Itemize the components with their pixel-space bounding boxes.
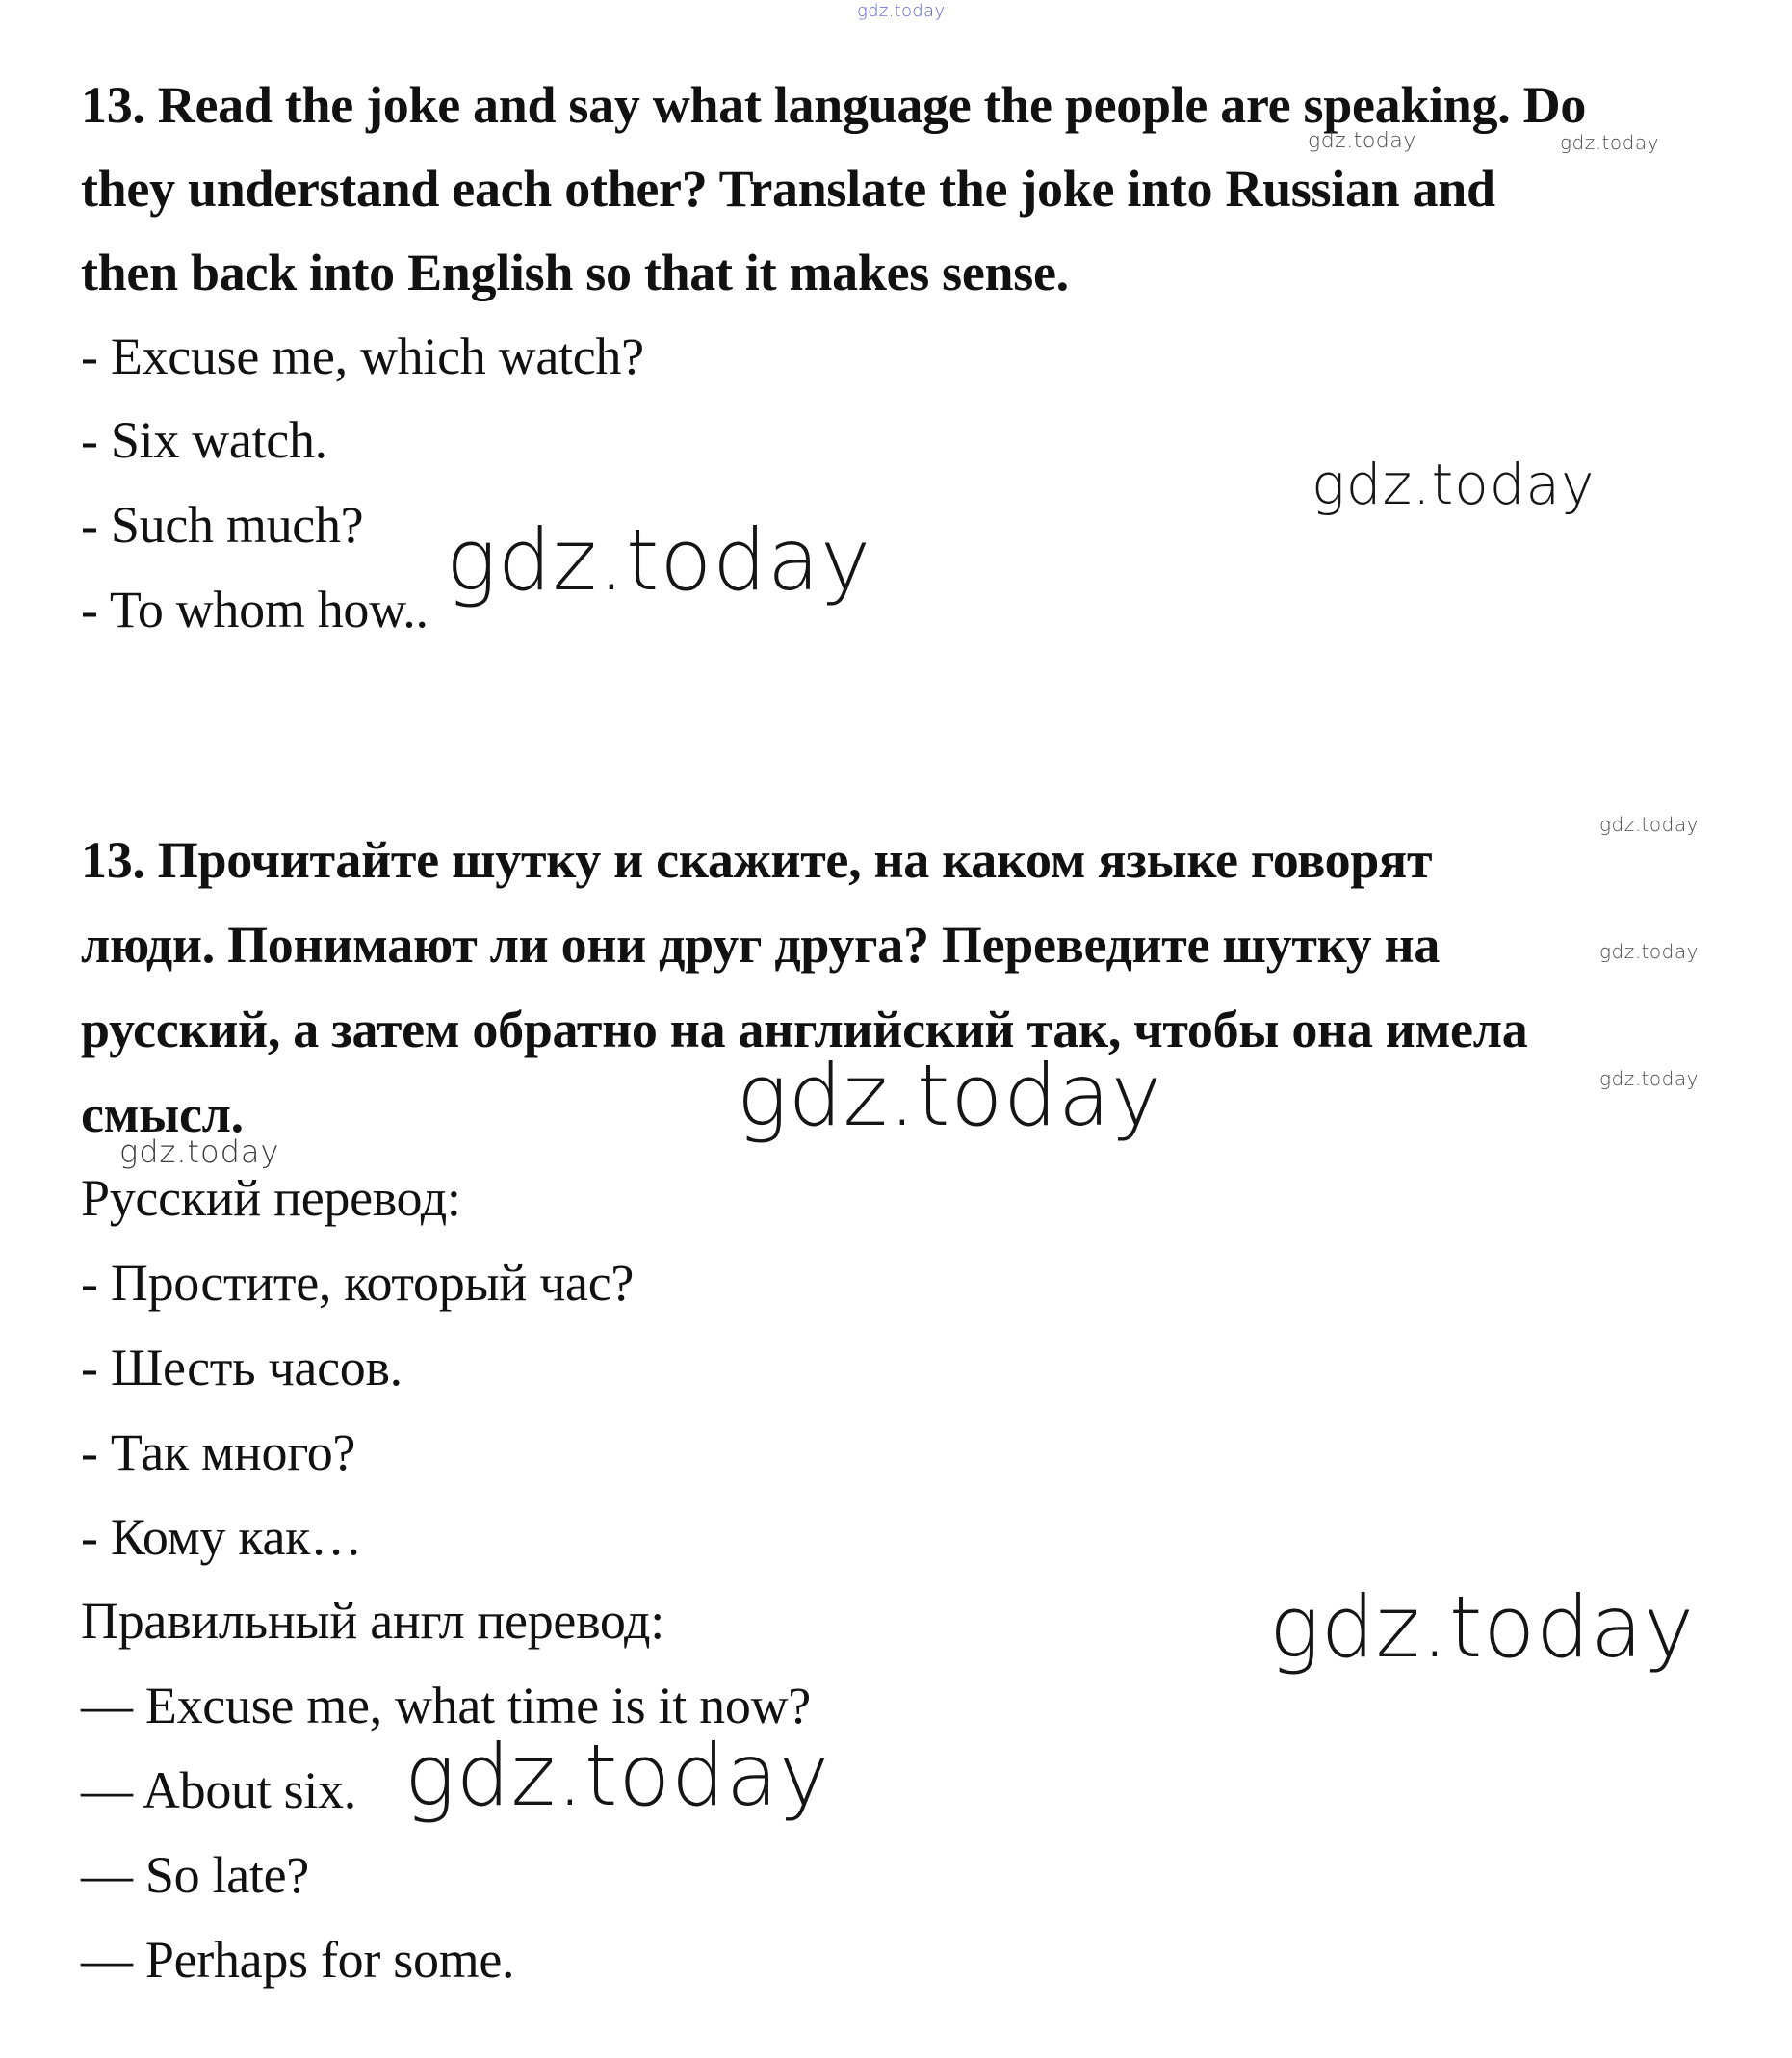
russian-heading-line-3: русский, а затем обратно на английский так, чтобы она имела	[81, 1001, 1528, 1058]
watermark: gdz.today	[1599, 1067, 1699, 1090]
watermark: gdz.today	[1308, 129, 1416, 153]
russian-heading-line-2: люди. Понимают ли они друг друга? Переведите шутку на	[81, 916, 1441, 974]
russian-heading-line-1: 13. Прочитайте шутку и скажите, на каком языке говорят	[81, 831, 1433, 889]
translation-line-1: - Простите, который час?	[81, 1254, 635, 1312]
correct-translation-line-4: — Perhaps for some.	[81, 1931, 515, 1989]
watermark: gdz.today	[857, 1, 946, 21]
watermark: gdz.today	[1312, 452, 1596, 517]
correct-translation-line-1: — Excuse me, what time is it now?	[81, 1677, 811, 1734]
watermark: gdz.today	[1599, 940, 1699, 963]
joke-line-4: - To whom how..	[81, 581, 429, 638]
watermark: gdz.today	[1560, 131, 1659, 154]
joke-line-3: - Such much?	[81, 496, 364, 554]
joke-line-2: - Six watch.	[81, 411, 327, 469]
english-heading-line-3: then back into English so that it makes sense.	[81, 244, 1069, 301]
watermark: gdz.today	[737, 1046, 1163, 1145]
watermark: gdz.today	[1599, 813, 1699, 836]
watermark: gdz.today	[446, 510, 872, 610]
watermark: gdz.today	[1269, 1577, 1696, 1677]
joke-line-1: - Excuse me, which watch?	[81, 327, 644, 385]
correct-translation-line-2: — About six.	[81, 1761, 356, 1819]
watermark: gdz.today	[119, 1133, 280, 1170]
correct-translation-label: Правильный англ перевод:	[81, 1592, 664, 1650]
translation-label: Русский перевод:	[81, 1169, 461, 1227]
russian-heading-line-4: смысл.	[81, 1085, 244, 1143]
translation-line-2: - Шесть часов.	[81, 1339, 403, 1396]
correct-translation-line-3: — So late?	[81, 1846, 309, 1904]
english-heading-line-1: 13. Read the joke and say what language the people are speaking. Do	[81, 76, 1587, 134]
watermark: gdz.today	[404, 1726, 831, 1825]
translation-line-4: - Кому как…	[81, 1508, 362, 1566]
translation-line-3: - Так много?	[81, 1423, 356, 1481]
english-heading-line-2: they understand each other? Translate the joke into Russian and	[81, 160, 1495, 218]
